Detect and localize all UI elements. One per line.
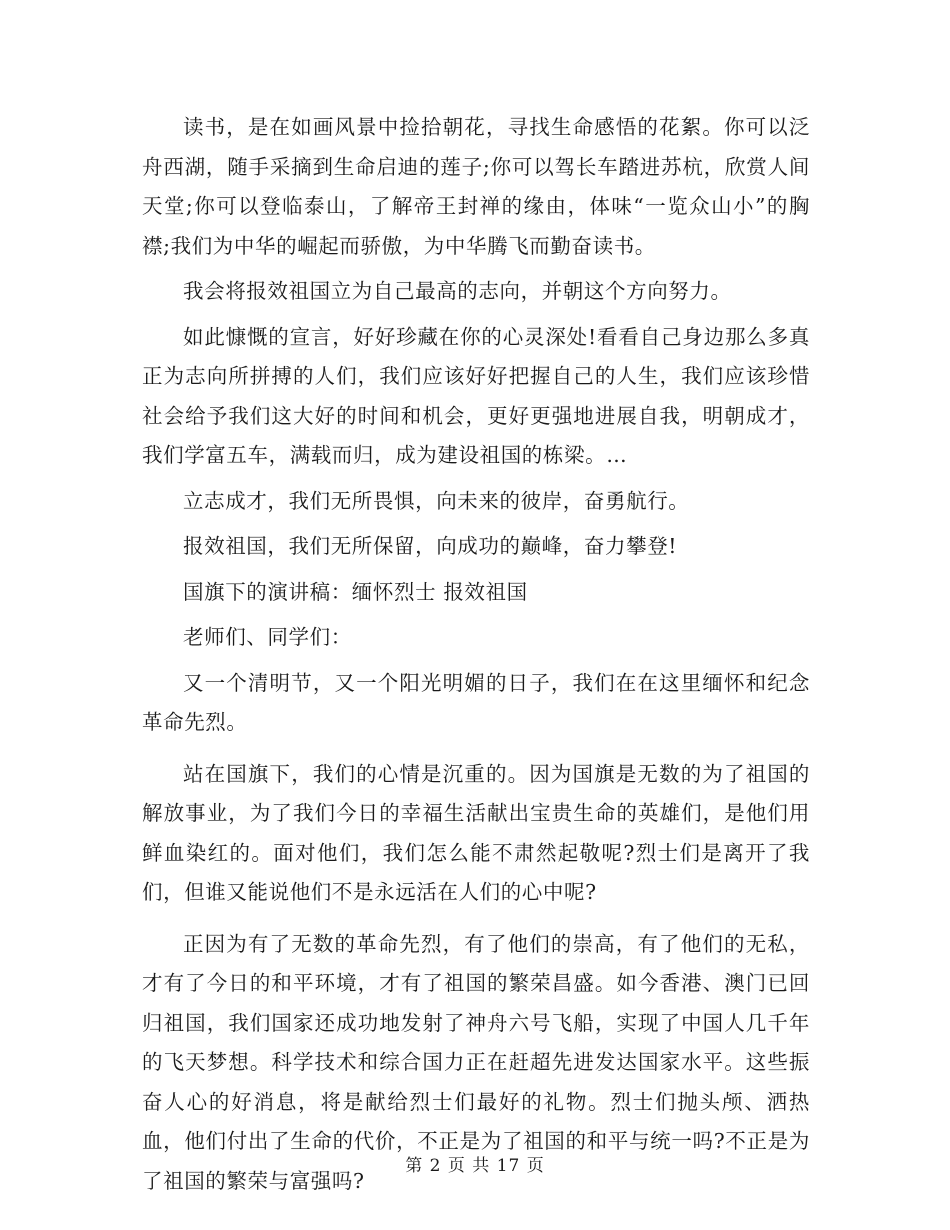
page-number: 第 2 页 共 17 页 (405, 1156, 545, 1176)
document-body (142, 108, 810, 1201)
paragraph-reading: 读书，是在如画风景中捡拾朝花，寻找生命感悟的花絮。你可以泛舟西湖，随手采摘到生命启迪的莲子;你可以驾长车踏进苏杭，欣赏人间天堂;你可以登临泰山，了解帝王封禅的缘由，体味“一览众山小”的胸襟;我们为中华的崛起而骄傲，为中华腾飞而勤奋读书。 (142, 115, 810, 258)
speech-title: 国旗下的演讲稿：缅怀烈士 报效祖国 (183, 579, 528, 604)
paragraph-serve-country: 报效祖国，我们无所保留，向成功的巅峰，奋力攀登! (183, 534, 678, 558)
paragraph-resolution: 我会将报效祖国立为自己最高的志向，并朝这个方向努力。 (183, 279, 732, 303)
paragraph-national-flag: 站在国旗下，我们的心情是沉重的。因为国旗是无数的为了祖国的解放事业，为了我们今日的幸福生活献出宝贵生命的英雄们，是他们用鲜血染红的。面对他们，我们怎么能不肃然起敬呢?烈士们是离开了我们，但谁又能说他们不是永远活在人们的心中呢? (142, 761, 810, 904)
paragraph-martyrs: 正因为有了无数的革命先烈，有了他们的崇高，有了他们的无私，才有了今日的和平环境，才有了祖国的繁荣昌盛。如今香港、澳门已回归祖国，我们国家还成功地发射了神舟六号飞船，实现了中国人几千年的飞天梦想。科学技术和综合国力正在赶超先进发达国家水平。这些振奋人心的好消息，将是献给烈士们最好的礼物。烈士们抛头颅、洒热血，他们付出了生命的代价，不正是为了祖国的和平与统一吗?不正是为了祖国的繁荣与富强吗? (142, 931, 810, 1193)
speech-greeting: 老师们、同学们： (183, 625, 352, 649)
paragraph-qingming: 又一个清明节，又一个阳光明媚的日子，我们在在这里缅怀和纪念革命先烈。 (142, 670, 810, 734)
paragraph-aspire: 立志成才，我们无所畏惧，向未来的彼岸，奋勇航行。 (183, 488, 690, 513)
paragraph-declaration: 如此慷慨的宣言，好好珍藏在你的心灵深处!看看自己身边那么多真正为志向所拼搏的人们，我们应该好好把握自己的人生，我们应该珍惜社会给予我们这大好的时间和机会，更好更强地进展自我，明朝成才，我们学富五车，满载而归，成为建设祖国的栋梁。… (142, 324, 810, 467)
